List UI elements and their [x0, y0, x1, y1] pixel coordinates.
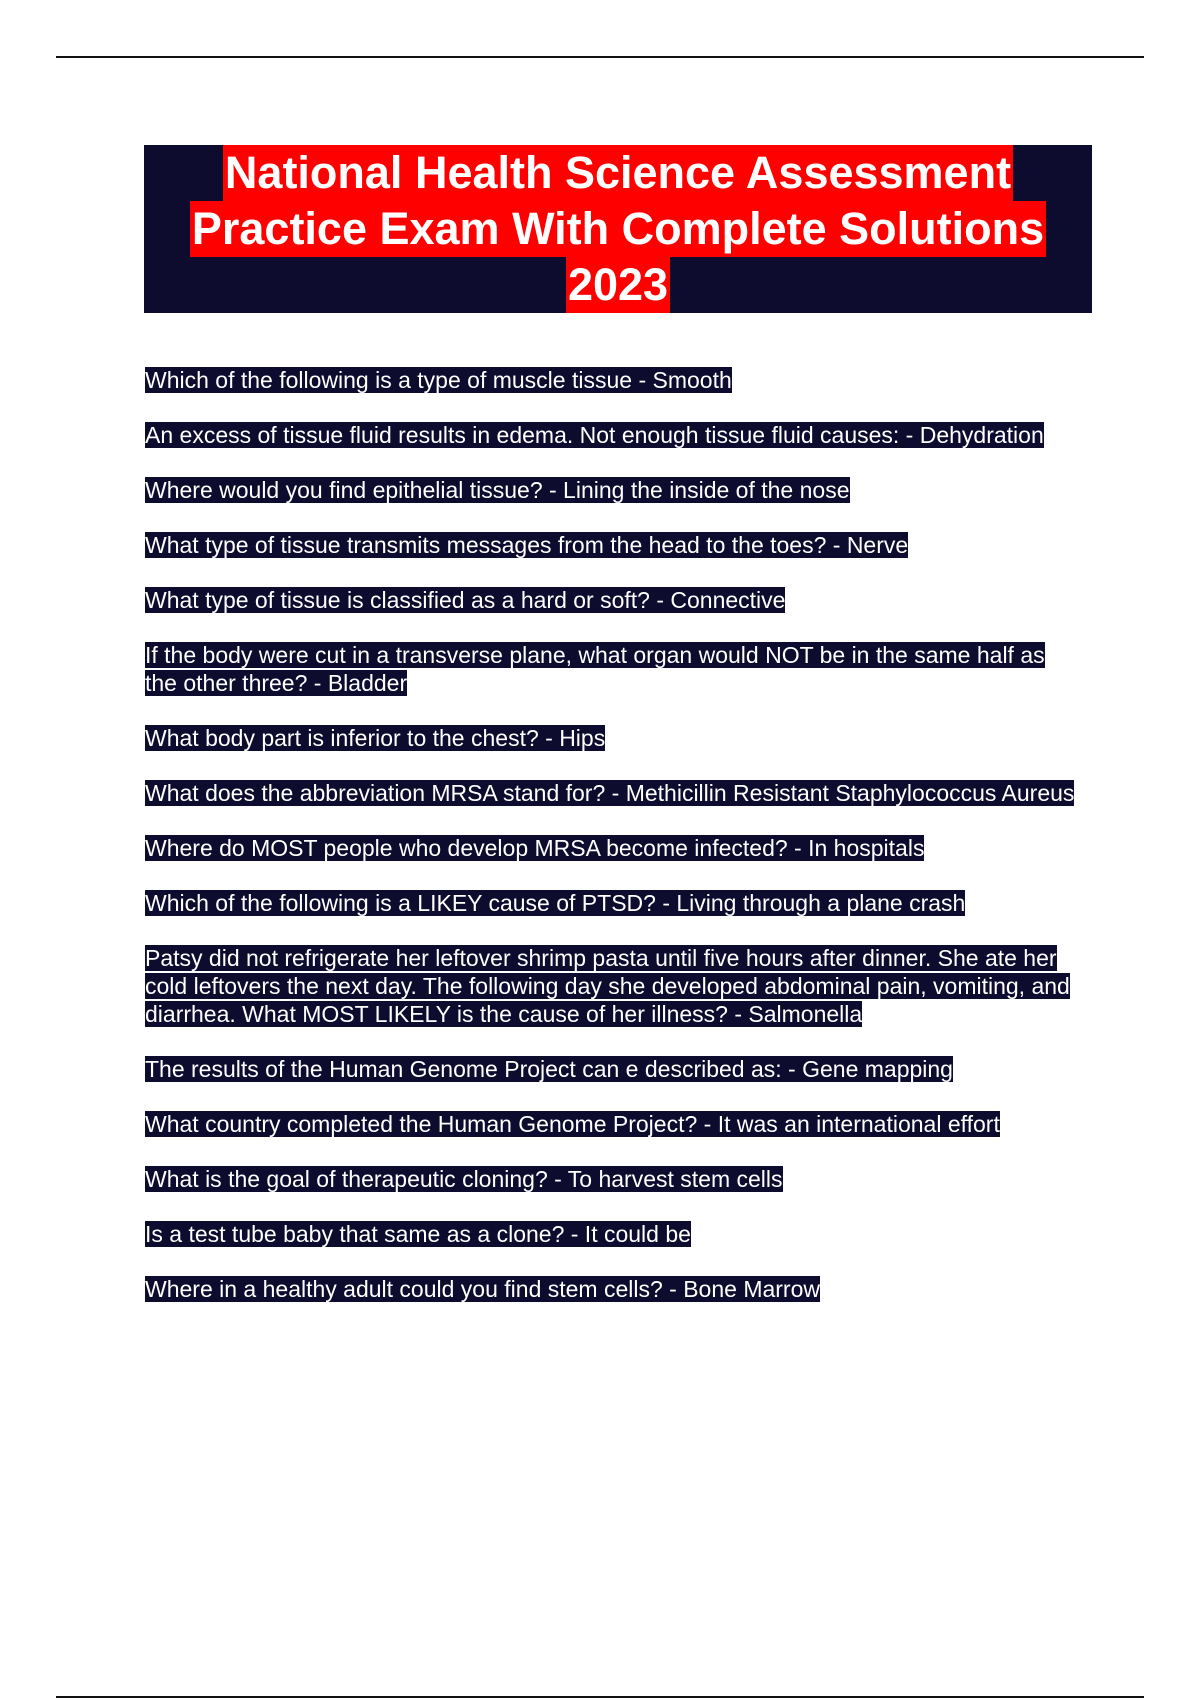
qa-text: The results of the Human Genome Project can e described as: - Gene mapping: [145, 1056, 953, 1082]
title-line-2: Practice Exam With Complete Solutions: [190, 201, 1046, 257]
qa-item-5: [145, 586, 1075, 614]
qa-text: What type of tissue transmits messages from the head to the toes? - Nerve: [145, 532, 909, 558]
qa-text: What country completed the Human Genome Project? - It was an international effort: [145, 1111, 1000, 1137]
bottom-rule: [56, 1696, 1144, 1698]
qa-text: What is the goal of therapeutic cloning? - To harvest stem cells: [145, 1166, 783, 1192]
qa-text: If the body were cut in a transverse plane, what organ would NOT be in the same half as the other three? - Bladder: [145, 642, 1045, 696]
qa-item-10: [145, 889, 1075, 917]
qa-list: [145, 366, 1075, 1330]
qa-item-7: [145, 724, 1075, 752]
qa-text: What type of tissue is classified as a hard or soft? - Connective: [145, 587, 786, 613]
qa-text: An excess of tissue fluid results in edema. Not enough tissue fluid causes: - Dehydration: [145, 422, 1044, 448]
qa-item-1: [145, 366, 1075, 394]
qa-item-13: [145, 1110, 1075, 1138]
qa-item-3: [145, 476, 1075, 504]
qa-text: Where do MOST people who develop MRSA become infected? - In hospitals: [145, 835, 925, 861]
qa-item-14: [145, 1165, 1075, 1193]
qa-text: Which of the following is a type of muscle tissue - Smooth: [145, 367, 732, 393]
qa-text: Where would you find epithelial tissue? - Lining the inside of the nose: [145, 477, 850, 503]
top-rule: [56, 56, 1144, 58]
qa-text: Which of the following is a LIKEY cause of PTSD? - Living through a plane crash: [145, 890, 966, 916]
qa-item-12: [145, 1055, 1075, 1083]
qa-text: Is a test tube baby that same as a clone? - It could be: [145, 1221, 691, 1247]
qa-item-15: [145, 1220, 1075, 1248]
qa-text: Where in a healthy adult could you find stem cells? - Bone Marrow: [145, 1276, 820, 1302]
qa-item-4: [145, 531, 1075, 559]
qa-text: What does the abbreviation MRSA stand for? - Methicillin Resistant Staphylococcus Aureus: [145, 780, 1075, 806]
title-line-3: 2023: [566, 257, 670, 313]
title-banner: [144, 145, 1092, 313]
qa-item-11: [145, 944, 1075, 1028]
title-line-1: National Health Science Assessment: [223, 145, 1013, 201]
qa-text: Patsy did not refrigerate her leftover shrimp pasta until five hours after dinner. She ate her cold leftovers the next day. The following day she developed abdominal pain, vomiting, and diarrhea. What MOST LIKELY is the cause of her illness? - Salmonella: [145, 945, 1070, 1027]
qa-item-9: [145, 834, 1075, 862]
qa-text: What body part is inferior to the chest? - Hips: [145, 725, 606, 751]
qa-item-8: [145, 779, 1075, 807]
qa-item-16: [145, 1275, 1075, 1303]
qa-item-6: [145, 641, 1075, 697]
qa-item-2: [145, 421, 1075, 449]
